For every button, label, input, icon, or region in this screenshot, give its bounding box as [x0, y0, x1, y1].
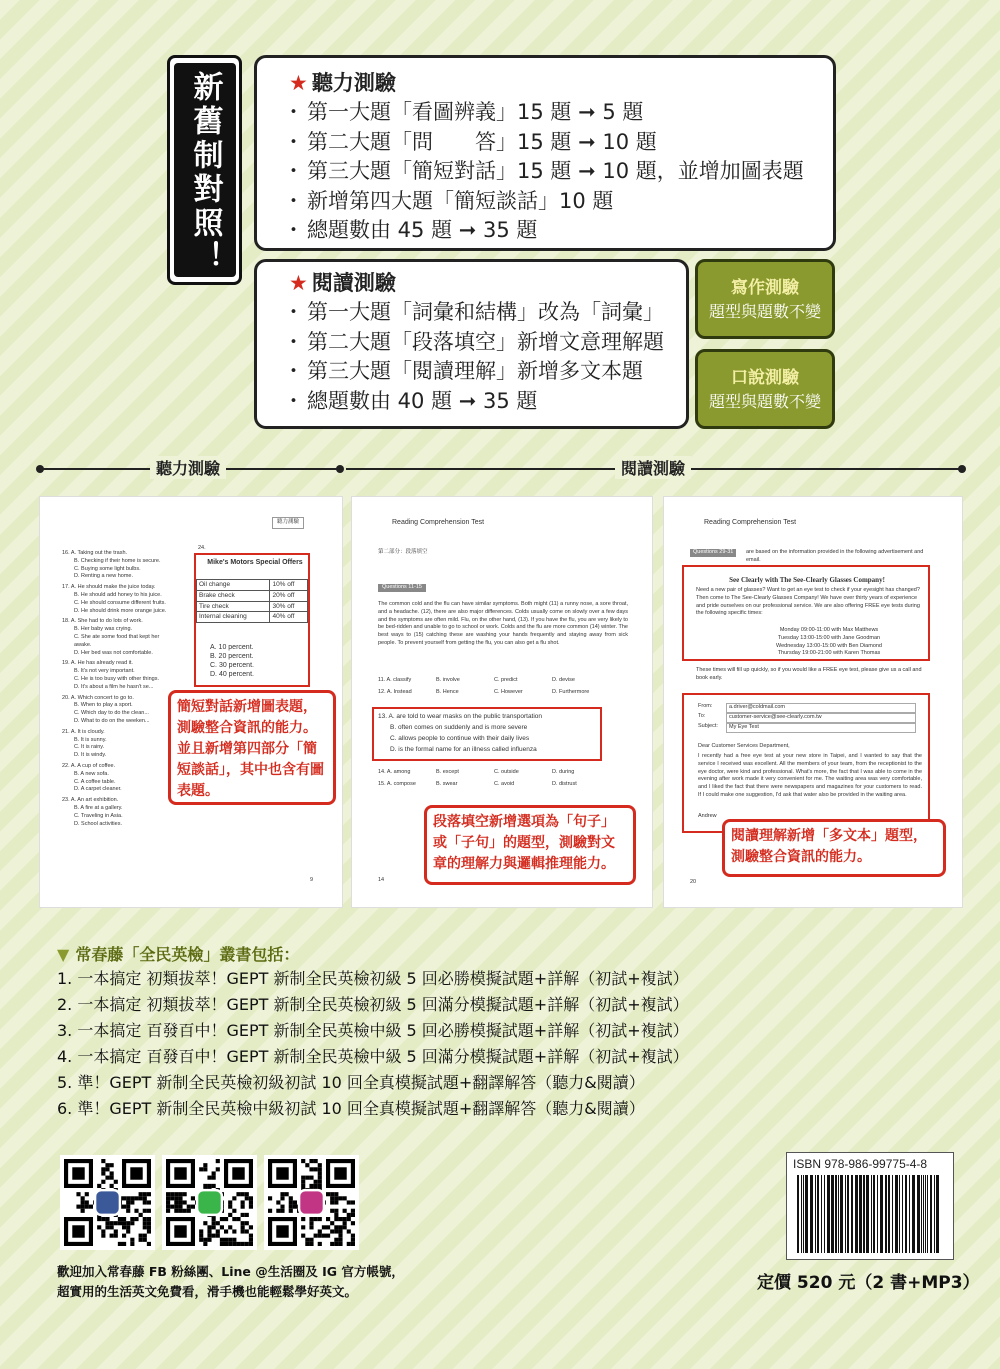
option-line: D. It's about a film he hasn't se... — [74, 683, 154, 690]
option-line: D. Her bed was not comfortable. — [74, 649, 153, 656]
qr-pattern — [268, 1159, 355, 1246]
answer-option: D. 40 percent. — [210, 671, 254, 678]
option: C. outside — [494, 769, 519, 775]
option-line: B. A new sofa. — [74, 770, 109, 777]
option-line: C. A coffee table. — [74, 778, 116, 785]
ad-tail: These times will fill up quickly, so if you would like a FREE eye test, please give us a call and book early. — [696, 667, 922, 681]
speaking-title: 口說測驗 — [731, 368, 799, 388]
listening-item: ・ 第二大題「問 答」15 題 ➞ 10 題 — [289, 128, 833, 158]
option-line: 23. A. An art exhibition. — [62, 797, 119, 804]
isbn-number: ISBN 978-986-99775-4-8 — [793, 1157, 928, 1171]
ad-time: Tuesday 13:00-15:00 with Jane Goodman — [777, 634, 881, 641]
email-subject-label: Subject: — [698, 723, 718, 729]
page-header: Reading Comprehension Test — [392, 519, 485, 526]
option: D. Furthermore — [552, 688, 590, 695]
option-line: 13. A. are told to wear masks on the public transportation — [378, 713, 543, 720]
option-line: 19. A. He has already read it. — [62, 660, 133, 667]
offers-table-title: Mike's Motors Special Offers — [207, 559, 303, 566]
option: D. devise — [552, 677, 575, 683]
listening-feature-note: 簡短對話新增圖表題，測驗整合資訊的能力。並且新增第四部分「簡短談話」，其中也含有圖表題。 — [168, 690, 336, 805]
option: B. Hence — [436, 688, 459, 695]
table-row — [197, 590, 308, 601]
reading-item: ・ 第二大題「段落填空」新增文意理解題 — [289, 328, 686, 358]
email-body: I recently had a free eye test at your new store in Taipei, and I wanted to say that the service I received was excellent. All the members of your team, from the receptionist to the eye doctor, were kind and professional. What's more, the fact that I was able to come in the evening after work made it very convenient for me. The waiting area was very comfortable, and I liked the fact that there were newspapers and magazines for your customers to read. If I could make one suggestion, I'd ask that water also be provided in the waiting area. — [698, 753, 922, 798]
ad-times — [754, 627, 904, 658]
reading-item: ・ 第一大題「詞彙和結構」改為「詞彙」 — [289, 298, 686, 328]
series-item: 4. 一本搞定 百發百中！GEPT 新制全民英檢中級 5 回滿分模擬試題+詳解（初試+複試） — [57, 1047, 689, 1066]
option: 12. A. Instead — [378, 688, 412, 695]
listening-item: ・ 第三大題「簡短對話」15 題 ➞ 10 題，並增加圖表題 — [289, 157, 833, 187]
writing-title: 寫作測驗 — [731, 278, 799, 298]
series-item: 1. 一本搞定 初類拔萃！GEPT 新制全民英檢初級 5 回必勝模擬試題+詳解（初試+複試） — [57, 969, 689, 988]
series-item: 5. 準！GEPT 新制全民英檢初級初試 10 回全真模擬試題+翻譯解答（聽力&閱讀） — [57, 1073, 645, 1092]
offer-discount: 30% off — [270, 601, 308, 612]
option: 15. A. compose — [378, 780, 416, 787]
option-line: C. It is rainy. — [74, 744, 105, 751]
line-qr-code[interactable] — [162, 1155, 257, 1250]
table-row — [197, 601, 308, 612]
offer-discount: 10% off — [270, 580, 308, 591]
option-line: B. When to play a sport. — [74, 702, 133, 709]
option-line: 17. A. He should make the juice today. — [62, 584, 156, 591]
options-row — [378, 769, 628, 777]
option-line: C. Buying some light bulbs. — [74, 565, 141, 572]
cloze-feature-note: 段落填空新增選項為「句子」或「子句」的題型，測驗對文章的理解力與邏輯推理能力。 — [424, 805, 636, 885]
option: D. during — [552, 769, 575, 775]
answer-option: C. 30 percent. — [210, 662, 254, 669]
sample-page-reading-multitext — [664, 497, 962, 907]
barcode-icon — [795, 1175, 945, 1255]
email-greeting: Dear Customer Services Department, — [698, 743, 790, 749]
option-line: C. She ate some food that kept her — [74, 633, 160, 640]
series-item: 3. 一本搞定 百發百中！GEPT 新制全民英檢中級 5 回必勝模擬試題+詳解（初試+複試） — [57, 1021, 689, 1040]
question-number: 24. — [198, 545, 206, 551]
offer-item: Oil change — [197, 580, 270, 591]
qr-pattern — [166, 1159, 253, 1246]
social-invite-line: 超實用的生活英文免費看，滑手機也能輕鬆學好英文。 — [57, 1284, 358, 1299]
option-line: C. He is too busy with other things. — [74, 675, 159, 682]
options-rows — [378, 677, 628, 701]
divider-dot — [958, 465, 966, 473]
ad-body: Need a new pair of glasses? Want to get an eye test to check if your eyesight has changed? Then come to The See-Clearly Glasses Company! We have over thirty years of experience and pride ourselves on our professional service. We are also offering FREE eye tests during the following specific times: — [696, 587, 920, 617]
reading-title: ★ 閱讀測驗 — [289, 271, 396, 295]
option-line: 20. A. Which concert to go to. — [62, 694, 134, 701]
reading-section-label: 閱讀測驗 — [615, 456, 691, 479]
listening-title: ★ 聽力測驗 — [289, 71, 396, 95]
option: 11. A. classify — [378, 677, 412, 683]
social-invite-text — [57, 1262, 404, 1302]
ad-time: Wednesday 13:00-15:00 with Ben Diamond — [776, 642, 882, 649]
cloze-passage: The common cold and the flu can have similar symptoms. Both might (11) a runny nose, a sore throat, and a headache. (12), there are also major differences. Colds usually come on slowly over a few days and the symptoms are often mild. Flu, on the other hand, (13). If you have the flu, you are very likely to be bed-ridden and unable to go to school or work. Colds and the flu are more common (14) winter. The best ways to (15) catching these are washing your hands frequently and staying away from sick people. To prevent yourself from getting the flu, you can also get a flu shot. — [378, 601, 628, 646]
option-line: B. Checking if their home is secure. — [74, 557, 161, 564]
option: 14. A. among — [378, 769, 411, 775]
option-line: 18. A. She had to do lots of work. — [62, 618, 143, 625]
option-line: D. He should drink more orange juice. — [74, 607, 167, 614]
offer-discount: 40% off — [270, 612, 308, 623]
multitext-feature-note: 閱讀理解新增「多文本」題型，測驗整合資訊的能力。 — [722, 819, 946, 877]
email-from-label: From: — [698, 703, 713, 709]
answer-option: A. 10 percent. — [210, 644, 254, 651]
comparison-title: 新舊制對照！ — [174, 63, 236, 277]
option-line: C. Traveling in Asia. — [74, 812, 123, 819]
series-item: 6. 準！GEPT 新制全民英檢中級初試 10 回全真模擬試題+翻譯解答（聽力&閱讀） — [57, 1099, 645, 1118]
price: 定價 520 元（2 書+MP3） — [757, 1273, 980, 1293]
option: B. except — [436, 769, 459, 775]
instagram-qr-code[interactable] — [264, 1155, 359, 1250]
option-line: B. He should add honey to his juice. — [74, 591, 162, 598]
options-rows — [378, 769, 628, 793]
offer-item: Internal cleaning — [197, 612, 270, 623]
option-line: C. Which day to do the clean... — [74, 710, 149, 717]
triangle-down-icon: ▼ — [57, 945, 70, 964]
star-icon: ★ — [289, 271, 308, 295]
offer-item: Brake check — [197, 590, 270, 601]
facebook-qr-code[interactable] — [60, 1155, 155, 1250]
reading-item: ・ 總題數由 40 題 ➞ 35 題 — [289, 387, 686, 417]
option: D. distrust — [552, 780, 577, 787]
offer-item: Tire check — [197, 601, 270, 612]
series-title: ▼ 常春藤「全民英檢」叢書包括： — [57, 945, 300, 964]
listening-item: ・ 總題數由 45 題 ➞ 35 題 — [289, 216, 833, 246]
divider-dot — [336, 465, 344, 473]
option: C. predict — [494, 677, 518, 683]
reading-item: ・ 第三大題「閱讀理解」新增多文本題 — [289, 357, 686, 387]
page-header: Reading Comprehension Test — [704, 519, 797, 526]
email-to-label: To: — [698, 713, 706, 719]
option-line: 21. A. It is cloudy. — [62, 728, 105, 735]
listening-section-label: 聽力測驗 — [150, 456, 226, 479]
series-list — [57, 966, 689, 1122]
speaking-subtitle: 題型與題數不變 — [708, 392, 821, 411]
writing-subtitle: 題型與題數不變 — [708, 302, 821, 321]
email-to: customer-service@see-clearly.com.tw — [726, 713, 916, 723]
option-line: D. Renting a new home. — [74, 573, 134, 580]
offer-discount: 20% off — [270, 590, 308, 601]
offers-table — [196, 579, 308, 623]
answer-option: B. 20 percent. — [210, 653, 254, 660]
page-header: 聽力測驗 — [272, 517, 304, 529]
option-line: 16. A. Taking out the trash. — [62, 550, 128, 556]
ad-title: See Clearly with The See-Clearly Glasses Company! — [729, 576, 885, 584]
option-line: B. often comes on suddenly and is more severe — [390, 724, 528, 731]
qr-pattern — [64, 1159, 151, 1246]
email-subject: My Eye Test — [726, 723, 916, 733]
page-number: 20 — [690, 879, 697, 885]
sample-page-listening — [40, 497, 342, 907]
option-line: B. A fire at a gallery. — [74, 804, 123, 811]
email-signature: Andrew — [698, 813, 717, 819]
page-number: 9 — [310, 877, 314, 883]
reading-changes-card — [254, 259, 689, 429]
option: B. swear — [436, 780, 458, 787]
options-row — [378, 689, 628, 697]
option-line: B. It's not very important. — [74, 668, 135, 675]
options-row — [378, 677, 628, 685]
isbn-barcode — [786, 1152, 954, 1260]
page-number: 14 — [378, 877, 385, 883]
questions-label: Questions 29-31 — [690, 549, 736, 557]
email-from: a.driver@coldmail.com — [726, 703, 916, 713]
option: C. However — [494, 688, 523, 695]
option: B. involve — [436, 677, 460, 683]
speaking-test-box — [695, 349, 835, 429]
option-line: D. is the formal name for an illness called influenza — [390, 746, 537, 753]
option-line: awake. — [74, 641, 92, 648]
option-line: B. Her baby was crying. — [74, 626, 133, 633]
ad-time: Monday 09:00-11:00 with Max Matthews — [779, 627, 879, 633]
answer-options — [210, 643, 254, 679]
option-line: D. A carpet cleaner. — [74, 786, 122, 793]
table-row — [197, 612, 308, 623]
listening-changes-card — [254, 55, 836, 251]
option-line: B. It is sunny. — [74, 736, 107, 743]
options-row — [378, 781, 628, 789]
series-item: 2. 一本搞定 初類拔萃！GEPT 新制全民英檢初級 5 回滿分模擬試題+詳解（初試+複試） — [57, 995, 689, 1014]
questions-intro: are based on the information provided in the following advertisement and email. — [746, 549, 924, 563]
question-13 — [378, 711, 598, 755]
questions-label: Questions 11-15 — [378, 584, 426, 592]
option-line: C. He should consume different fruits. — [74, 599, 166, 606]
option: C. avoid — [494, 780, 515, 787]
star-icon: ★ — [289, 71, 308, 95]
option-line: D. School activities. — [74, 820, 122, 827]
ad-time: Thursday 19:00-21:00 with Karen Thomas — [777, 650, 881, 657]
table-row — [197, 580, 308, 591]
option-line: C. allows people to continue with their daily lives — [390, 735, 530, 742]
social-invite-line: 歡迎加入常春藤 FB 粉絲團、Line @生活圈及 IG 官方帳號， — [57, 1264, 404, 1279]
option-line: 22. A. A cup of coffee. — [62, 762, 116, 769]
writing-test-box — [695, 259, 835, 339]
option-line: D. What to do on the weeken... — [74, 717, 150, 724]
sample-page-reading-cloze — [352, 497, 652, 907]
listening-item: ・ 新增第四大題「簡短談話」10 題 — [289, 187, 833, 217]
comparison-title-panel — [167, 55, 242, 285]
section-title: 第二部分：段落填空 — [378, 549, 428, 555]
option-line: D. It is windy. — [74, 752, 107, 759]
listening-item: ・ 第一大題「看圖辨義」15 題 ➞ 5 題 — [289, 98, 833, 128]
